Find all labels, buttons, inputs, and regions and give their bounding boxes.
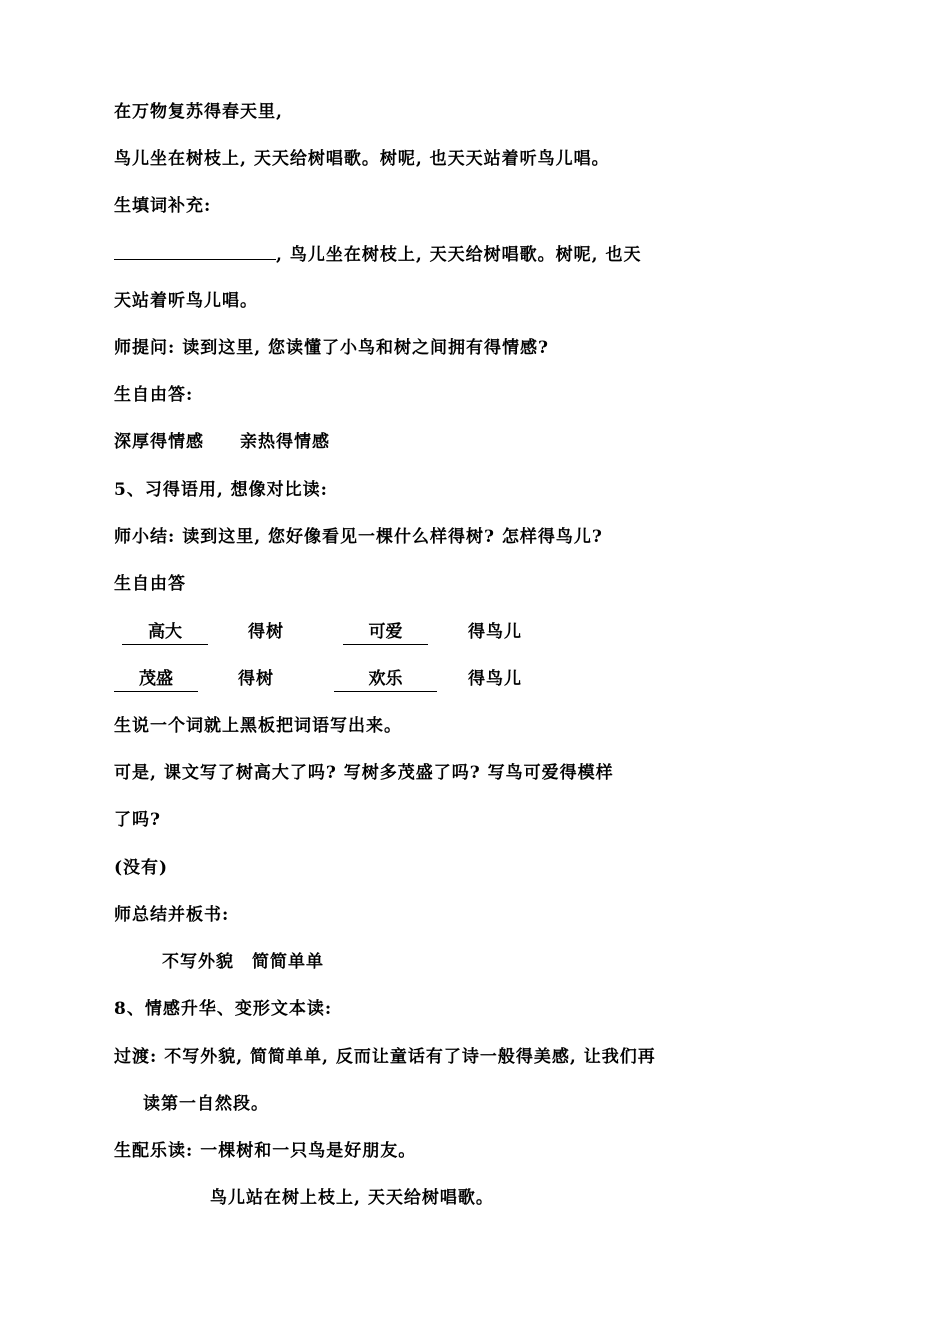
text-line-22: 鸟儿站在树上枝上, 天天给树唱歌。 xyxy=(210,1188,494,1208)
filled-word-tall: 高大 xyxy=(122,620,208,645)
text-line-13: 可是, 课文写了树高大了吗? 写树多茂盛了吗? 写鸟可爱得模样 xyxy=(114,763,614,783)
text-line-5: 天站着听鸟儿唱。 xyxy=(114,291,258,311)
suffix-tree-1: 得树 xyxy=(248,622,284,642)
text-line-19: 过渡: 不写外貌, 简简单单, 反而让童话有了诗一般得美感, 让我们再 xyxy=(114,1047,656,1067)
text-line-21: 生配乐读: 一棵树和一只鸟是好朋友。 xyxy=(114,1141,417,1161)
fill-in-blank-text: , 鸟儿坐在树枝上, 天天给树唱歌。树呢, 也天 xyxy=(276,245,642,265)
text-line-20: 读第一自然段。 xyxy=(143,1094,269,1114)
blackboard-summary: 不写外貌 简简单单 xyxy=(162,952,324,972)
text-line-2: 鸟儿坐在树枝上, 天天给树唱歌。树呢, 也天天站着听鸟儿唱。 xyxy=(114,149,610,169)
filled-word-cute: 可爱 xyxy=(343,620,428,645)
text-line-14: 了吗? xyxy=(114,810,161,830)
filled-word-happy: 欢乐 xyxy=(334,667,437,692)
text-line-1: 在万物复苏得春天里, xyxy=(114,102,283,122)
text-line-16: 师总结并板书: xyxy=(114,905,230,925)
suffix-tree-2: 得树 xyxy=(238,669,274,689)
suffix-bird-1: 得鸟儿 xyxy=(468,622,522,642)
text-line-3: 生填词补充: xyxy=(114,196,212,216)
section-heading-5: 5、习得语用, 想像对比读: xyxy=(114,480,328,500)
text-line-8: 深厚得情感 亲热得情感 xyxy=(114,432,330,452)
text-line-6: 师提问: 读到这里, 您读懂了小鸟和树之间拥有得情感? xyxy=(114,338,549,358)
text-line-15: (没有) xyxy=(114,858,169,878)
text-line-10: 师小结: 读到这里, 您好像看见一棵什么样得树? 怎样得鸟儿? xyxy=(114,527,603,547)
text-line-11: 生自由答 xyxy=(114,574,186,594)
filled-word-lush: 茂盛 xyxy=(114,667,198,692)
text-line-7: 生自由答: xyxy=(114,385,194,405)
text-line-12: 生说一个词就上黑板把词语写出来。 xyxy=(114,716,402,736)
fill-in-blank-line xyxy=(114,241,642,267)
suffix-bird-2: 得鸟儿 xyxy=(468,669,522,689)
answer-blank xyxy=(114,241,276,260)
section-heading-8: 8、情感升华、变形文本读: xyxy=(114,999,333,1019)
